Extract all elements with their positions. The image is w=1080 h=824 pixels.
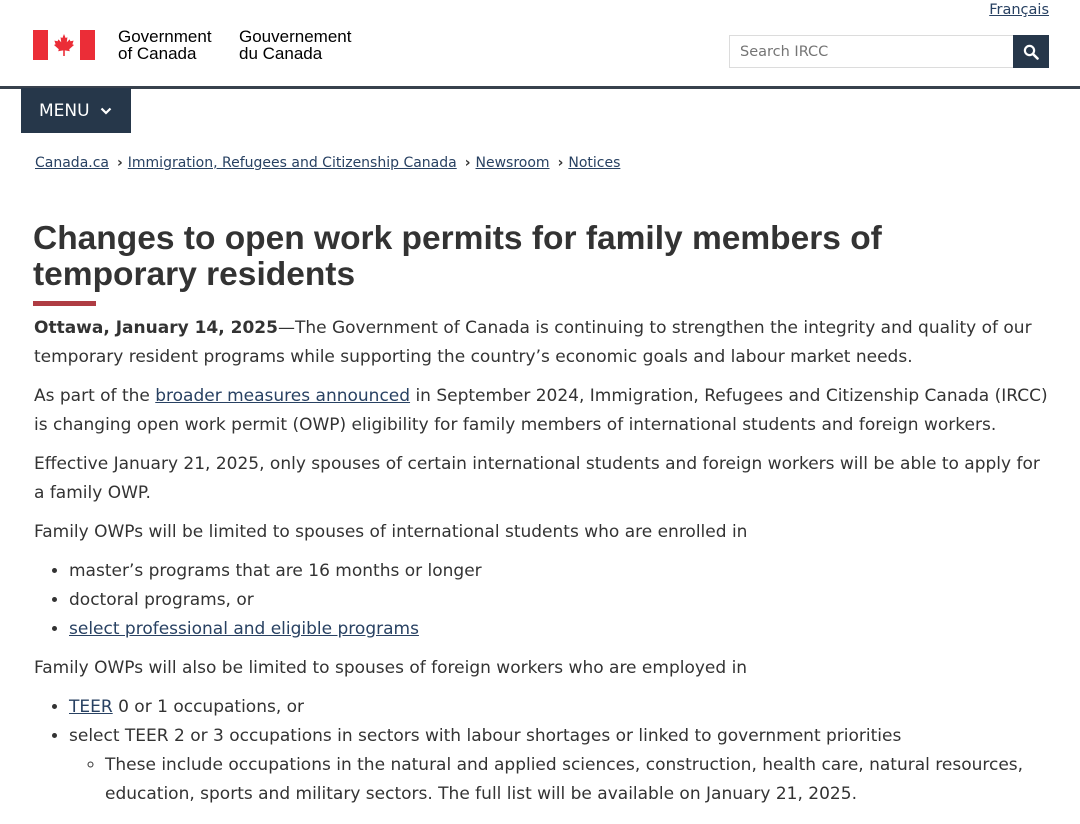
signature-fr-line2: du Canada [239, 44, 323, 63]
chevron-right-icon: › [117, 155, 123, 171]
breadcrumb-canada-ca[interactable]: Canada.ca [35, 155, 109, 171]
header-divider [0, 86, 1080, 89]
teer-item-text: 0 or 1 occupations, or [112, 697, 305, 717]
signature-en-line2: of Canada [118, 44, 197, 63]
signature-english [118, 28, 212, 62]
intro-paragraph [34, 314, 1054, 372]
search-button[interactable] [1013, 35, 1049, 68]
maple-leaf-icon [52, 33, 76, 57]
flag-red-band-right [80, 30, 95, 60]
menu-label: MENU [39, 100, 90, 121]
breadcrumb-notices[interactable]: Notices [568, 155, 621, 171]
flag-white-band [48, 30, 80, 60]
signature-en-line1: Government [118, 27, 212, 46]
language-toggle-link[interactable]: Français [989, 2, 1049, 18]
teer-2-3-text: select TEER 2 or 3 occupations in sectors with labour shortages or linked to government priorities [69, 726, 902, 746]
menu-button[interactable] [21, 88, 131, 133]
chevron-right-icon: › [464, 155, 471, 171]
list-item: • doctoral programs, or [69, 586, 1054, 615]
workers-intro-paragraph: Family OWPs will also be limited to spouses of foreign workers who are employed in [34, 658, 748, 678]
canada-flag-logo[interactable] [33, 30, 95, 60]
broader-measures-link[interactable]: broader measures announced [155, 386, 411, 406]
measures-paragraph [34, 382, 1054, 440]
signature-fr-line1: Gouvernement [239, 27, 352, 46]
chevron-down-icon [100, 107, 112, 115]
sub-list-item: ◦ These include occupations in the natural and applied sciences, construction, health care, natural resources, education, sports and military sectors. The full list will be available on January 21, 2025. [105, 751, 1054, 809]
breadcrumb [35, 155, 620, 171]
measures-text-after: in September 2024, Immigration, Refugees and Citizenship Canada (IRCC) is changing open work permit (OWP) eligibility for family members of international students and foreign workers. [34, 386, 1048, 435]
list-item [69, 693, 1054, 722]
chevron-right-icon: › [557, 155, 564, 171]
title-underline-accent [33, 301, 96, 306]
search-icon [1023, 44, 1039, 60]
intro-text: —The Government of Canada is continuing to strengthen the integrity and quality of our temporary resident programs while supporting the country’s economic goals and labour market needs. [34, 318, 1032, 367]
list-item [69, 722, 1054, 809]
breadcrumb-newsroom[interactable]: Newsroom [475, 155, 550, 171]
effective-date-paragraph: Effective January 21, 2025, only spouses of certain international students and foreign workers will be able to apply for a family OWP. [34, 454, 1040, 503]
page-title: Changes to open work permits for family members of temporary residents [33, 220, 882, 293]
teer-link[interactable]: TEER [69, 697, 113, 717]
list-item [69, 615, 1054, 644]
search-input[interactable] [729, 35, 1013, 68]
article-body [34, 314, 1054, 819]
list-item: • master’s programs that are 16 months or longer [69, 557, 1054, 586]
breadcrumb-ircc[interactable]: Immigration, Refugees and Citizenship Canada [127, 155, 457, 171]
signature-french [239, 28, 351, 62]
professional-programs-link[interactable]: select professional and eligible programs [69, 619, 419, 639]
workers-list [34, 693, 1054, 809]
measures-text-before: As part of the [34, 386, 156, 406]
sub-list [69, 751, 1054, 809]
students-intro-paragraph: Family OWPs will be limited to spouses of international students who are enrolled in [34, 522, 748, 542]
dateline: Ottawa, January 14, 2025 [34, 318, 278, 338]
flag-red-band-left [33, 30, 48, 60]
students-list [34, 557, 1054, 644]
